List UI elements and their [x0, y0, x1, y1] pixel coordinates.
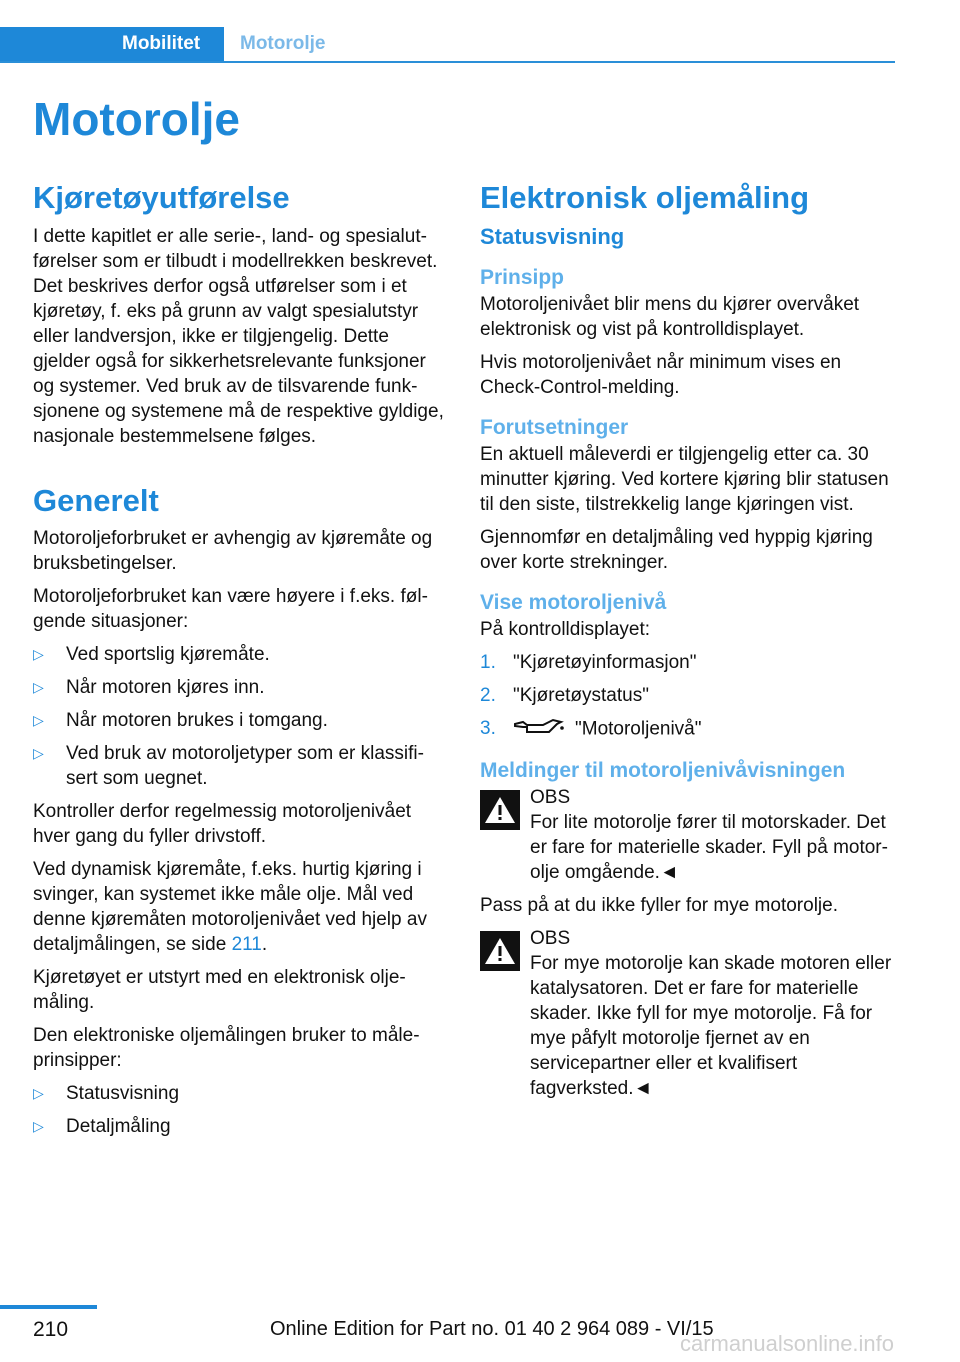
paragraph: Motoroljenivået blir mens du kjører overvåket elektronisk og vist på kontrolldisplayet.	[480, 293, 860, 340]
list-item-text: Statusvisning	[66, 1083, 180, 1105]
warning-triangle-icon	[480, 790, 520, 835]
edition-text: Online Edition for Part no. 01 40 2 964 089 - VI/15	[270, 1318, 714, 1340]
triangle-bullet-icon: ▷	[33, 712, 44, 729]
paragraph: På kontrolldisplayet:	[480, 618, 651, 640]
paragraph: Pass på at du ikke fyller for mye motorolje.	[480, 894, 838, 916]
paragraph	[33, 857, 449, 957]
list-item-text: Ved bruk av motoroljetyper som er klassifisert som uegnet.	[66, 743, 424, 790]
paragraph: Hvis motoroljenivået når minimum vises en Check-Control-melding.	[480, 351, 842, 398]
paragraph: Gjennomfør en detaljmåling ved hyppig kjøring over korte strekninger.	[480, 526, 873, 573]
page-reference-link[interactable]: 211	[231, 934, 262, 956]
step-text: "Motoroljenivå"	[575, 718, 702, 740]
heading-prinsipp: Prinsipp	[480, 265, 565, 289]
paragraph-text: Ved dynamisk kjøremåte, f.eks. hurtig kjøring i svinger, kan systemet ikke måle olje. Mål ved denne kjøremåten motoroljenivået ved hjelp av detaljmålingen, se side	[33, 859, 427, 956]
warning-block	[480, 926, 896, 1101]
heading-vise-motoroljeniva: Vise motoroljenivå	[480, 590, 667, 614]
triangle-bullet-icon: ▷	[33, 646, 44, 663]
warning-text: For mye motorolje kan skade motoren eller katalysatoren. Det er fare for materielle skader. Ikke fyll for mye motorolje. Få for mye påfylt motorolje fjernet av en servicepartner eller et kvalifisert fagverksted.◄	[530, 952, 892, 1099]
triangle-bullet-icon: ▷	[33, 679, 44, 696]
list-item	[33, 1114, 449, 1139]
heading-meldinger: Meldinger til motoroljenivåvisningen	[480, 758, 846, 782]
tab-mobilitet[interactable]: Mobilitet	[0, 27, 224, 61]
paragraph: Den elektroniske oljemålingen bruker to måleprinsipper:	[33, 1025, 420, 1072]
page-title: Motorolje	[33, 93, 240, 145]
section-heading-generelt: Generelt	[33, 482, 159, 518]
triangle-bullet-icon: ▷	[33, 1118, 44, 1135]
right-column	[480, 180, 896, 1109]
list-item-text: Detaljmåling	[66, 1116, 171, 1138]
warning-title: OBS	[530, 786, 571, 808]
paragraph: En aktuell måleverdi er tilgjengelig etter ca. 30 minutter kjøring. Ved kortere kjøring blir statusen til den siste, tilstrekkelig lange kjøringen vist.	[480, 443, 889, 515]
paragraph: I dette kapitlet er alle serie-, land- og spesialutførelser som er tilbudt i modellrekken beskrevet. Det beskrives derfor også utførelser som i et kjøretøy, f. eks på grunn av valgt spesialutstyr eller landversjon, ikke er tilgjengelig. Dette gjelder også for sikkerhetsrelevante funksjoner og systemer. Ved bruk av de tilsvarende funksjonene og systemene må de respektive gyldige, nasjonale bestemmelsene følges.	[33, 225, 444, 447]
triangle-bullet-icon: ▷	[33, 1085, 44, 1102]
list-item	[33, 675, 449, 700]
oil-can-icon	[513, 716, 565, 743]
paragraph: Motoroljeforbruket kan være høyere i f.eks. følgende situasjoner:	[33, 586, 428, 633]
header-bar	[0, 27, 895, 63]
bullet-list	[33, 1081, 449, 1139]
paragraph-end: .	[261, 934, 268, 956]
step-text: "Kjøretøyinformasjon"	[513, 651, 697, 673]
paragraph: Kjøretøyet er utstyrt med en elektronisk oljemåling.	[33, 967, 406, 1014]
page-number: 210	[33, 1318, 69, 1341]
paragraph: Kontroller derfor regelmessig motoroljenivået hver gang du fyller drivstoff.	[33, 801, 412, 848]
heading-forutsetninger: Forutsetninger	[480, 415, 629, 439]
subsection-heading-statusvisning: Statusvisning	[480, 223, 625, 249]
footer-accent-line	[0, 1305, 97, 1309]
step-item	[480, 683, 896, 708]
watermark: carmanualsonline.info	[680, 1331, 895, 1356]
step-number: 1.	[480, 651, 496, 673]
warning-title: OBS	[530, 927, 571, 949]
step-item	[480, 716, 896, 743]
warning-text: For lite motorolje fører til motorskader. Det er fare for materielle skader. Fyll på motorolje omgående.◄	[530, 811, 888, 883]
warning-triangle-icon	[480, 931, 520, 976]
list-item	[33, 1081, 449, 1106]
list-item-text: Når motoren kjøres inn.	[66, 677, 265, 699]
list-item	[33, 741, 449, 791]
step-number: 2.	[480, 684, 496, 706]
step-text: "Kjøretøystatus"	[513, 684, 649, 706]
step-number: 3.	[480, 717, 496, 739]
warning-block	[480, 785, 896, 885]
list-item-text: Når motoren brukes i tomgang.	[66, 710, 328, 732]
bullet-list	[33, 642, 449, 791]
steps-list	[480, 650, 896, 743]
list-item	[33, 708, 449, 733]
tab-motorolje[interactable]: Motorolje	[240, 33, 326, 54]
step-item	[480, 650, 896, 675]
section-heading-kjoretoyutforelse: Kjøretøyutførelse	[33, 180, 290, 215]
triangle-bullet-icon: ▷	[33, 745, 44, 762]
section-heading-elektronisk-oljemaling: Elektronisk oljemåling	[480, 180, 810, 215]
list-item	[33, 642, 449, 667]
list-item-text: Ved sportslig kjøremåte.	[66, 644, 270, 666]
left-column	[33, 180, 449, 1147]
paragraph: Motoroljeforbruket er avhengig av kjøremåte og bruksbetingelser.	[33, 528, 433, 575]
